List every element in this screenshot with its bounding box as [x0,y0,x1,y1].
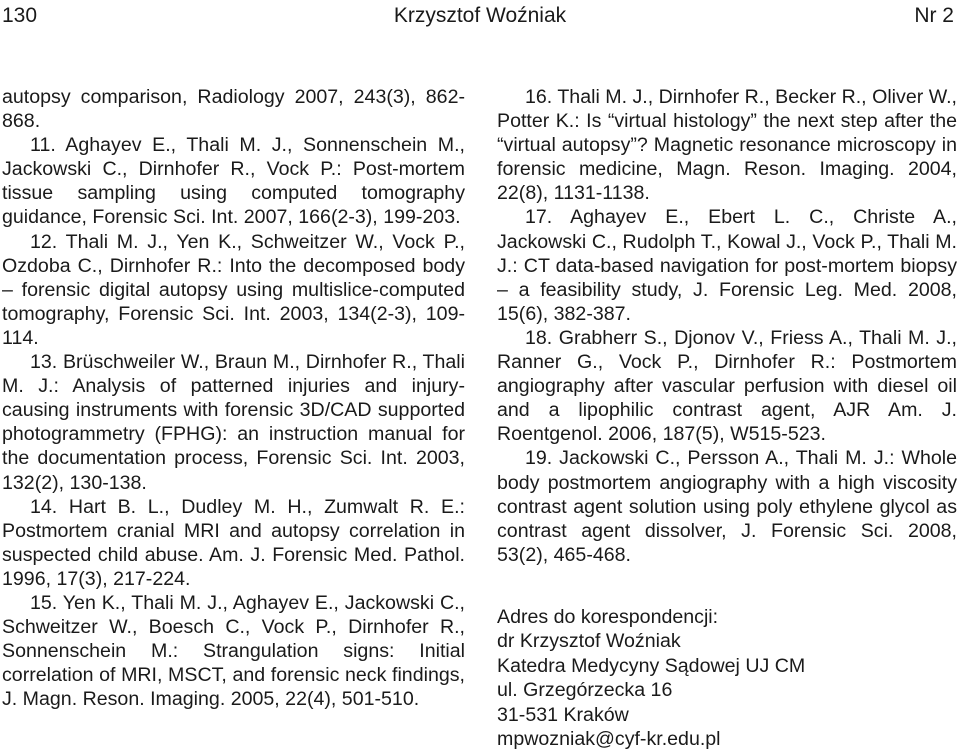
correspondence-email: mpwozniak@cyf-kr.edu.pl [497,728,721,751]
reference-item: 19. Jackowski C., Persson A., Thali M. J.: Whole body postmortem angiography with a high viscosity contrast agent solution using poly ethylene glycol as contrast agent dissolver, J. Forensic Sci. 2008, 53(2), 465-468. [497,447,957,566]
correspondence-address [497,605,937,751]
correspondence-heading: Adres do korespondencji: [497,606,719,628]
issue-number: Nr 2 [914,4,954,27]
reference-item: 14. Hart B. L., Dudley M. H., Zumwalt R. E.: Postmortem cranial MRI and autopsy correlation in suspected child abuse. Am. J. Forensic Med. Pathol. 1996, 17(3), 217-224. [2,495,465,590]
left-column-references [2,85,465,711]
right-column-references [497,85,957,567]
reference-item: 13. Brüschweiler W., Braun M., Dirnhofer R., Thali M. J.: Analysis of patterned injuries and injury-causing instruments with forensic 3D/CAD supported photogrammetry (FPHG): an instruction manual for the documentation process, Forensic Sci. Int. 2003, 132(2), 130-138. [2,351,465,494]
correspondence-city: 31-531 Kraków [497,703,629,726]
header-author: Krzysztof Woźniak [393,4,567,27]
reference-item: 18. Grabherr S., Djonov V., Friess A., Thali M. J., Ranner G., Vock P., Dirnhofer R.: Postmortem angiography after vascular perfusion with diesel oil and a lipophilic contrast agent, AJR Am. J. Roentgenol. 2006, 187(5), W515-523. [497,326,957,446]
correspondence-street: ul. Grzegórzecka 16 [497,679,673,702]
reference-item: 12. Thali M. J., Yen K., Schweitzer W., Vock P., Ozdoba C., Dirnhofer R.: Into the decomposed body – forensic digital autopsy using multislice-computed tomography, Forensic Sci. Int. 2003, 134(2-3), 109-114. [2,230,465,349]
reference-item: 16. Thali M. J., Dirnhofer R., Becker R., Oliver W., Potter K.: Is “virtual histology” the next step after the “virtual autopsy”? Magnetic resonance microscopy in forensic medicine, Magn. Reson. Imaging. 2004, 22(8), 1131-1138. [497,86,957,205]
reference-item: 17. Aghayev E., Ebert L. C., Christe A., Jackowski C., Rudolph T., Kowal J., Vock P., Thali M. J.: CT data-based navigation for post-mortem biopsy – a feasibility study, J. Forensic Leg. Med. 2008, 15(6), 382-387. [497,206,957,325]
running-header [0,0,960,30]
reference-item: 15. Yen K., Thali M. J., Aghayev E., Jackowski C., Schweitzer W., Boesch C., Vock P., Dirnhofer R., Sonnenschein M.: Strangulation signs: Initial correlation of MRI, MSCT, and forensic neck findings, J. Magn. Reson. Imaging. 2005, 22(4), 501-510. [2,591,465,711]
correspondence-department: Katedra Medycyny Sądowej UJ CM [497,654,806,677]
reference-item: 11. Aghayev E., Thali M. J., Sonnenschein M., Jackowski C., Dirnhofer R., Vock P.: Post-mortem tissue sampling using computed tomography guidance, Forensic Sci. Int. 2007, 166(2-3), 199-203. [2,134,465,229]
reference-item: autopsy comparison, Radiology 2007, 243(3), 862-868. [2,86,465,133]
correspondence-name: dr Krzysztof Woźniak [497,630,681,653]
page-number: 130 [2,4,38,27]
